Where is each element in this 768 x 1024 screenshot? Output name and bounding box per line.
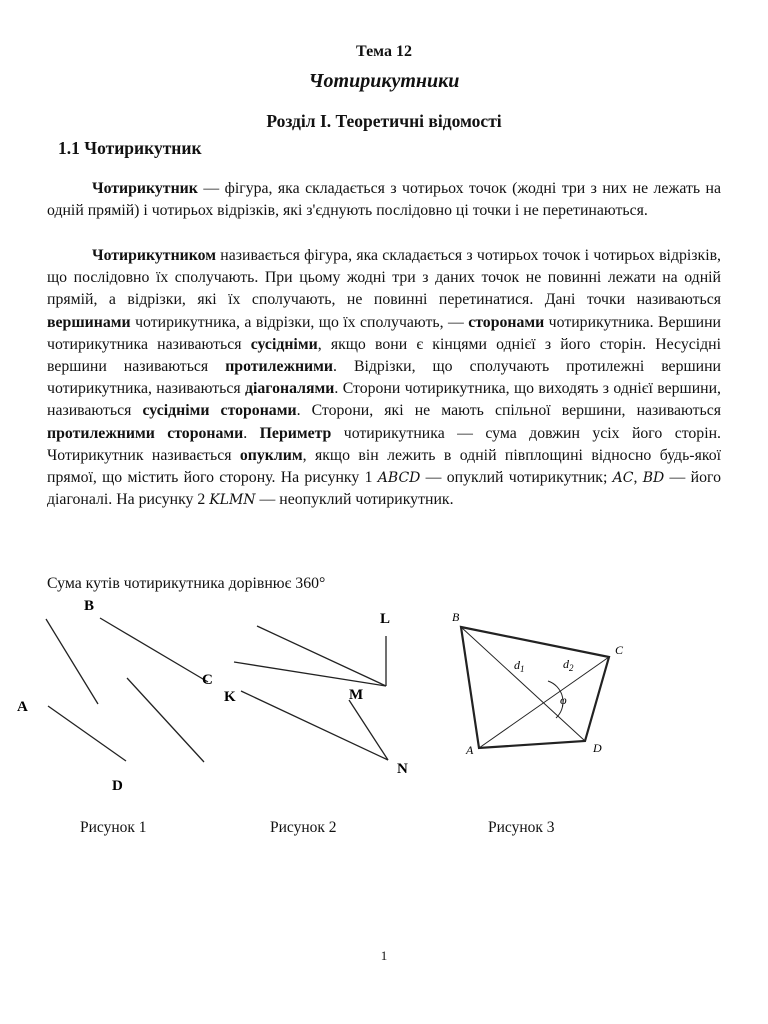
angle-sum-statement: Сума кутів чотирикутника дорівнює 360° [47,575,326,592]
math-abcd: ABCD [377,470,421,487]
figure-1-label-c: C [202,672,213,688]
figure-2-label-n: N [397,761,408,777]
subsection-heading: 1.1 Чотирикутник [58,138,202,158]
text-run: називається фігура, яка складається з чотирьох точок і чотирьох відрізків, що послідовно їх сполучають. При цьому жодні три з даних точок не повинні лежати на одній прямій, а відрізки, які їх сполучають, не повинні перетинатися. Дані точки називаються [47,247,721,309]
text-run: — неопуклий чотирикутник. [255,491,454,509]
figure-3-quadrilateral [461,627,609,748]
definition-text: — фігура, яка складається з чотирьох точок (жодні три з них не лежать на одній прямій) і чотирьох відрізків, які з'єднують послідовно ці точки і не перетинаються. [47,180,721,220]
figure-3-label-a: A [466,743,474,757]
figure-2-caption: Рисунок 2 [270,819,337,836]
text-run: — опуклий чотирикутник; [420,469,613,487]
figure-3-label-d1: $d_1$ [514,658,525,674]
text-run: , якщо вони є кінцями однієї з його сторін. Несусідні вершини називаються [47,335,722,376]
section-heading: Розділ І. Теоретичні відомості [266,111,502,131]
math-klmn: KLMN [209,492,256,509]
page-number: 1 [380,948,388,963]
figure-3-diagonal-ac [479,657,609,748]
text-run: . Сторони чотирикутника, що виходять з однієї вершини, називаються [47,380,722,420]
text-run: . Сторони, які не мають спільної вершини, називаються [296,402,721,420]
figure-3-label-c: C [615,643,624,657]
term-sides: сторонами [468,313,545,331]
figure-1-label-b: B [84,598,95,614]
figure-3 [461,627,609,748]
term-quadrilateral-2: Чотирикутником [92,247,217,264]
figure-3-diagonal-bd [461,627,585,741]
figure-2-segment [234,662,386,686]
term-perimeter: Периметр [259,424,332,442]
figure-1-caption: Рисунок 1 [80,819,147,836]
figure-3-label-d: D [593,741,602,755]
term-adjacent-sides: сусідніми сторонами [142,402,297,420]
text-run: , якщо він лежить в одній півплощині відносно будь-якої прямої, що містить його сторону. На рисунку 1 [47,446,721,487]
figure-1 [46,618,208,762]
figure-2-label-k: K [224,689,236,705]
figure-2 [234,626,388,760]
figure-1-label-d: D [112,778,123,794]
figure-1-segment [100,618,208,682]
figure-1-segment [127,678,204,762]
figure-2-label-m: M [349,687,364,703]
term-opposite-sides: протилежними сторонами [47,424,244,442]
figure-1-segment [46,619,98,704]
figure-2-segment [257,626,386,686]
math-bd: BD [642,470,665,487]
text-run: чотирикутника, а відрізки, що їх сполучають, — [130,313,469,331]
figure-3-label-phi: φ [560,693,567,707]
figure-3-label-b: B [452,610,460,624]
text-run: — його діагоналі. На рисунку 2 [47,469,721,509]
text-run: . [243,424,260,442]
text-run: чотирикутника — сума довжин усіх його сторін. Чотирикутник називається [47,424,721,464]
term-opposite: протилежними [225,358,334,376]
math-ac: AC [612,470,634,487]
page-title: Чотирикутники [308,70,460,92]
text-run: , [633,469,643,487]
figure-3-caption: Рисунок 3 [488,819,555,836]
figure-1-segment [48,706,126,761]
text-run: чотирикутника. Вершини чотирикутника називаються [47,313,721,353]
term-adjacent: сусідніми [250,335,318,353]
text-run: . Відрізки, що сполучають протилежні вершини чотирикутника, називаються [47,358,721,398]
term-quadrilateral: Чотирикутник [92,180,198,197]
figure-3-label-d2: $d_2$ [563,657,574,673]
topic-heading: Тема 12 [356,43,412,60]
figure-1-label-a: A [17,699,28,715]
term-vertices: вершинами [47,313,131,331]
figure-2-label-l: L [380,611,391,627]
term-convex: опуклим [239,446,303,464]
term-diagonals: діагоналями [245,380,335,398]
